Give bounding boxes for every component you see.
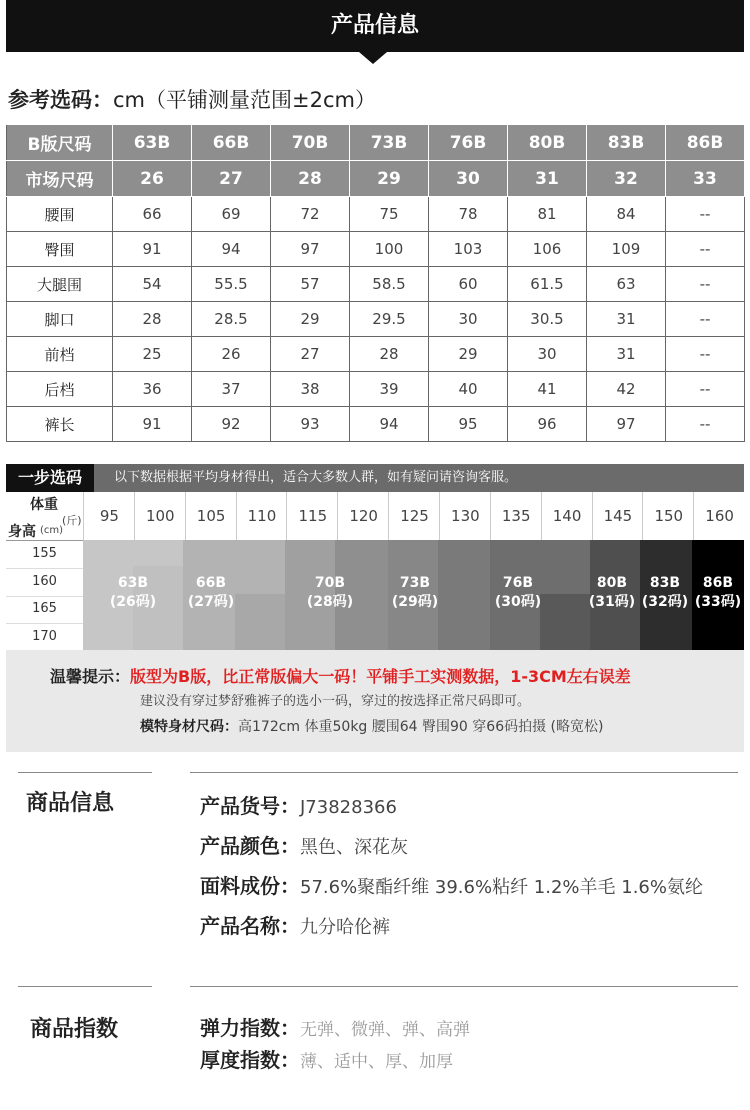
size-cell: 31 [508,161,587,197]
size-label-b: 86B [702,575,734,591]
size-cell: 100 [350,232,429,267]
index-row-elasticity [200,1012,470,1041]
height-cell: 170 [6,623,83,652]
size-cell: 66B [192,125,271,161]
weight-cell: 100 [134,492,186,540]
size-table-row [7,267,745,302]
size-cell: 93 [271,407,350,442]
size-label-market: (30码) [494,594,542,610]
size-cell: 70B [271,125,350,161]
size-row-label: 腰围 [7,197,113,232]
size-cell: 83B [587,125,666,161]
size-table-row [7,232,745,267]
size-row-label: 大腿围 [7,267,113,302]
info-key: 产品名称： [200,914,300,938]
size-cell: 28.5 [192,302,271,337]
product-index-title: 商品指数 [30,1017,119,1042]
size-row-label: 裤长 [7,407,113,442]
size-cell: 57 [271,267,350,302]
info-value: 57.6%聚酯纤维 39.6%粘纤 1.2%羊毛 1.6%氨纶 [300,877,703,898]
size-cell: 75 [350,197,429,232]
weight-cell: 135 [490,492,542,540]
size-label-b: 83B [649,575,681,591]
reference-text: cm（平铺测量范围±2cm） [113,88,376,112]
info-key: 面料成份： [200,874,300,898]
size-label-market: (28码) [306,594,354,610]
size-label-market: (27码) [187,594,235,610]
size-cell: 40 [429,372,508,407]
size-table-row [7,161,745,197]
info-key: 产品颜色： [200,834,300,858]
size-row-label: 市场尺码 [7,161,113,197]
height-cell: 160 [6,568,83,597]
weight-cell: 115 [286,492,338,540]
weight-cell: 160 [693,492,745,540]
model-label: 模特身材尺码： [140,719,238,735]
size-cell: 63 [587,267,666,302]
notice-line-2: 建议没有穿过梦舒雅裤子的选小一码，穿过的按选择正常尺码即可。 [140,694,531,709]
weight-label: 体重 [30,497,58,513]
weight-unit: (斤) [62,514,82,527]
size-label-market: (32码) [641,594,689,610]
size-cell: 58.5 [350,267,429,302]
banner-title: 产品信息 [330,13,419,38]
size-cell: -- [666,267,745,302]
size-cell: 26 [113,161,192,197]
step-description: 以下数据根据平均身材得出，适合大多数人群，如有疑问请咨询客服。 [114,470,518,485]
height-cell: 155 [6,540,83,569]
info-row-color [200,830,408,859]
size-cell: -- [666,337,745,372]
divider-right-1 [190,772,738,773]
size-cell: 25 [113,337,192,372]
size-cell: 33 [666,161,745,197]
size-cell: 97 [271,232,350,267]
size-row-label: 前档 [7,337,113,372]
size-label-b: 70B [314,575,346,591]
info-row-sku [200,790,397,819]
size-cell: 91 [113,407,192,442]
index-key: 弹力指数： [200,1016,300,1040]
size-label-b: 76B [502,575,534,591]
size-cell: 30.5 [508,302,587,337]
height-label: 身高 [8,524,36,540]
size-cell: 103 [429,232,508,267]
size-cell: 29.5 [350,302,429,337]
size-cell: 72 [271,197,350,232]
size-label-market: (33码) [694,594,742,610]
height-unit: (cm) [40,525,64,536]
size-cell: 30 [429,302,508,337]
index-value: 无弹、微弹、弹、高弹 [300,1020,470,1040]
size-label-b: 63B [117,575,149,591]
size-label [171,574,251,612]
size-cell: 38 [271,372,350,407]
product-info-title: 商品信息 [26,791,115,816]
size-label [678,574,750,612]
index-value: 薄、适中、厚、加厚 [300,1052,453,1072]
size-cell: 81 [508,197,587,232]
size-label [375,574,455,612]
size-table [6,124,745,442]
info-value: 九分哈伦裤 [300,917,390,938]
size-row-label: B版尺码 [7,125,113,161]
size-label-market: (29码) [391,594,439,610]
size-cell: 28 [113,302,192,337]
size-cell: 61.5 [508,267,587,302]
size-cell: 97 [587,407,666,442]
size-cell: 92 [192,407,271,442]
weight-cell: 120 [337,492,389,540]
info-value: J73828366 [300,797,397,818]
size-cell: -- [666,372,745,407]
size-cell: 95 [429,407,508,442]
size-table-row [7,302,745,337]
size-row-label: 臀围 [7,232,113,267]
size-cell: 29 [271,302,350,337]
size-cell: 31 [587,302,666,337]
reference-label: 参考选码： [8,88,113,112]
size-cell: 55.5 [192,267,271,302]
size-cell: -- [666,302,745,337]
size-cell: -- [666,197,745,232]
size-cell: 69 [192,197,271,232]
weight-cell: 150 [642,492,694,540]
height-cell: 165 [6,595,83,624]
info-value: 黑色、深花灰 [300,837,408,858]
size-cell: -- [666,232,745,267]
size-label [478,574,558,612]
size-cell: 63B [113,125,192,161]
size-cell: 30 [508,337,587,372]
size-label-b: 80B [596,575,628,591]
banner-notch [359,52,387,64]
notice-warning: 版型为B版，比正常版偏大一码！平铺手工实测数据，1-3CM左右误差 [130,667,631,686]
size-cell: 36 [113,372,192,407]
size-cell: 54 [113,267,192,302]
size-cell: 78 [429,197,508,232]
size-cell: 39 [350,372,429,407]
size-cell: 94 [350,407,429,442]
size-label-b: 66B [195,575,227,591]
size-label [93,574,173,612]
weight-cell: 105 [185,492,237,540]
divider-right-2 [190,986,738,987]
weight-cell: 145 [592,492,644,540]
weight-cell: 125 [388,492,440,540]
size-cell: 26 [192,337,271,372]
size-cell: 28 [271,161,350,197]
size-cell: 96 [508,407,587,442]
size-cell: 37 [192,372,271,407]
size-cell: 86B [666,125,745,161]
reference-line [8,84,376,114]
model-info [140,716,603,736]
size-cell: 60 [429,267,508,302]
size-table-row [7,197,745,232]
size-cell: 28 [350,337,429,372]
size-table-row [7,372,745,407]
size-label-market: (31码) [588,594,636,610]
step-title: 一步选码 [6,464,94,492]
size-cell: -- [666,407,745,442]
divider-left-2 [18,986,152,987]
size-cell: 73B [350,125,429,161]
size-block [133,540,183,566]
size-table-row [7,125,745,161]
size-cell: 27 [192,161,271,197]
weight-cell: 130 [439,492,491,540]
divider-left-1 [18,772,152,773]
size-cell: 42 [587,372,666,407]
size-label [290,574,370,612]
size-label-market: (26码) [109,594,157,610]
size-cell: 94 [192,232,271,267]
size-cell: 80B [508,125,587,161]
info-key: 产品货号： [200,794,300,818]
size-cell: 30 [429,161,508,197]
weight-cell: 110 [236,492,288,540]
size-cell: 32 [587,161,666,197]
notice-label: 温馨提示： [50,667,131,686]
size-table-row [7,337,745,372]
index-key: 厚度指数： [200,1048,300,1072]
size-cell: 29 [350,161,429,197]
size-cell: 41 [508,372,587,407]
size-cell: 29 [429,337,508,372]
weight-cell: 95 [83,492,135,540]
index-row-thickness [200,1044,453,1073]
size-cell: 91 [113,232,192,267]
weight-cell: 140 [541,492,593,540]
model-text: 高172cm 体重50kg 腰围64 臀围90 穿66码拍摄 (略宽松) [238,719,604,735]
size-row-label: 后档 [7,372,113,407]
size-row-label: 脚口 [7,302,113,337]
size-label-b: 73B [399,575,431,591]
size-cell: 84 [587,197,666,232]
size-cell: 106 [508,232,587,267]
size-cell: 76B [429,125,508,161]
notice-line-1 [50,664,631,687]
size-cell: 31 [587,337,666,372]
info-row-name [200,910,390,939]
info-row-fabric [200,870,703,899]
size-cell: 109 [587,232,666,267]
size-cell: 66 [113,197,192,232]
size-cell: 27 [271,337,350,372]
size-table-row [7,407,745,442]
